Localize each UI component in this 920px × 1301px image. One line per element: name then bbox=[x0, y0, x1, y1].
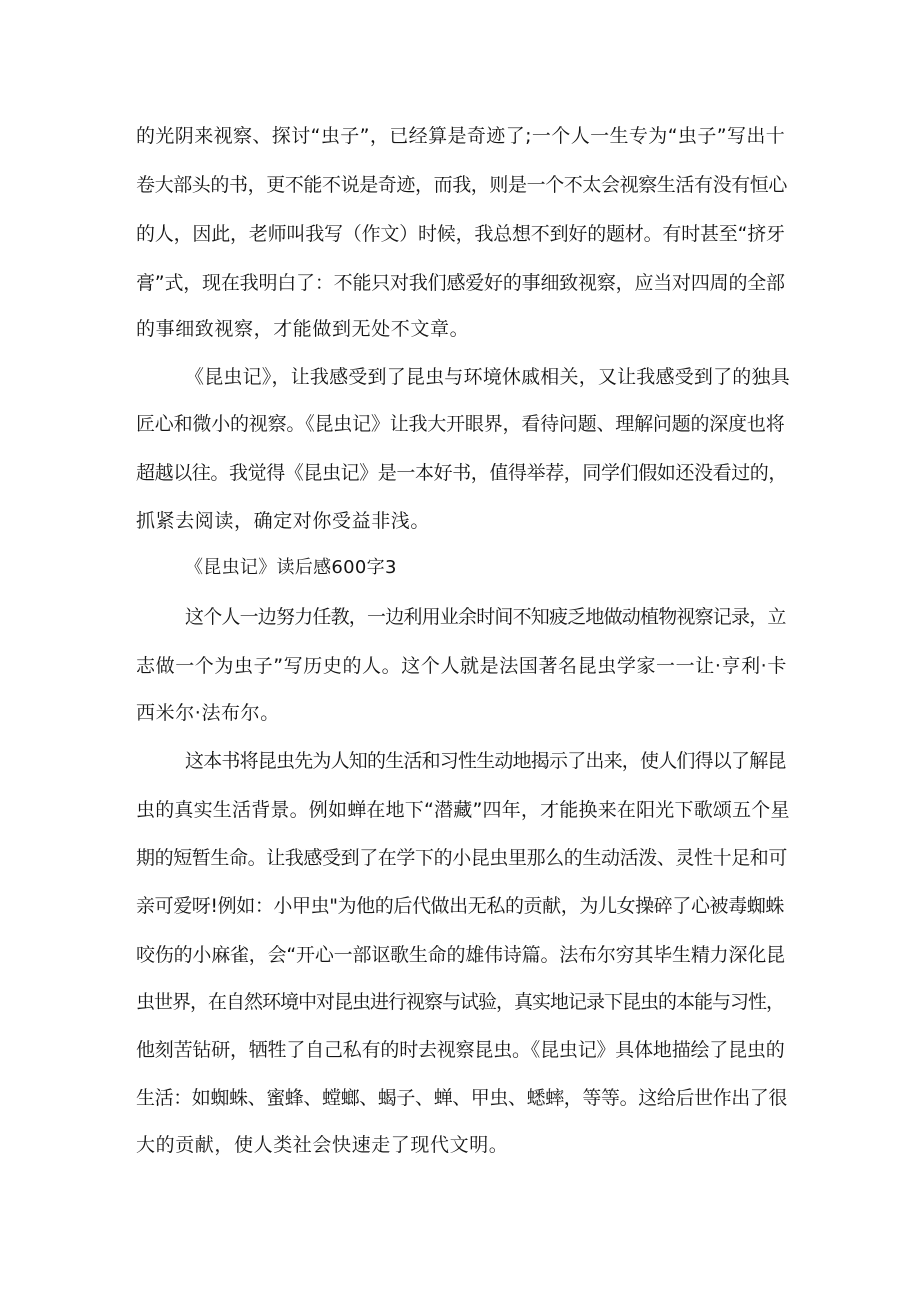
paragraph-line: 膏”式，现在我明白了：不能只对我们感爱好的事细致视察，应当对四周的全部 bbox=[136, 272, 785, 294]
paragraph-line: 西米尔·法布尔。 bbox=[136, 702, 280, 724]
paragraph-line: 大的贡献，使人类社会快速走了现代文明。 bbox=[136, 1134, 509, 1156]
paragraph-line: 抓紧去阅读，确定对你受益非浅。 bbox=[136, 510, 431, 532]
paragraph-line: 《昆虫记》，让我感受到了昆虫与环境休戚相关，又让我感受到了的独具 bbox=[185, 366, 790, 388]
paragraph-line: 志做一个为虫子”写历史的人。这个人就是法国著名昆虫学家一一让·亨利·卡 bbox=[136, 655, 787, 677]
paragraph-line: 虫的真实生活背景。例如蝉在地下“潜藏”四年，才能换来在阳光下歌颂五个星 bbox=[136, 799, 790, 821]
paragraph-line: 的事细致视察，才能做到无处不文章。 bbox=[136, 318, 470, 340]
paragraph-line: 咬伤的小麻雀，会“开心一部讴歌生命的雄伟诗篇。法布尔穷其毕生精力深化昆 bbox=[136, 944, 785, 966]
paragraph-line: 的人，因此，老师叫我写（作文）时候，我总想不到好的题材。有时甚至“挤牙 bbox=[136, 223, 785, 245]
paragraph-line: 的光阴来视察、探讨“虫子”，已经算是奇迹了;一个人一生专为“虫子”写出十 bbox=[136, 125, 786, 147]
paragraph-line: 卷大部头的书，更不能不说是奇迹，而我，则是一个不太会视察生活有没有恒心 bbox=[136, 174, 788, 196]
paragraph-line: 超越以往。我觉得《昆虫记》是一本好书，值得举荐，同学们假如还没看过的， bbox=[136, 462, 788, 484]
section-heading: 《昆虫记》读后感600字3 bbox=[185, 557, 397, 578]
paragraph-line: 他刻苦钻研，牺牲了自己私有的时去视察昆虫。《昆虫记》具体地描绘了昆虫的 bbox=[136, 1039, 785, 1061]
paragraph-line: 这本书将昆虫先为人知的生活和习性生动地揭示了出来，使人们得以了解昆 bbox=[185, 750, 786, 772]
paragraph-line: 这个人一边努力任教，一边利用业余时间不知疲乏地做动植物视察记录，立 bbox=[185, 606, 786, 628]
paragraph-line: 期的短暂生命。让我感受到了在学下的小昆虫里那么的生动活泼、灵性十足和可 bbox=[136, 847, 788, 869]
paragraph-line: 生活：如蜘蛛、蜜蜂、螳螂、蝎子、蝉、甲虫、蟋蟀，等等。这给后世作出了很 bbox=[136, 1087, 788, 1109]
paragraph-line: 亲可爱呀!例如：小甲虫"为他的后代做出无私的贡献，为儿女操碎了心被毒蜘蛛 bbox=[136, 895, 784, 917]
paragraph-line: 虫世界，在自然环境中对昆虫进行视察与试验，真实地记录下昆虫的本能与习性， bbox=[136, 991, 785, 1013]
paragraph-line: 匠心和微小的视察。《昆虫记》让我大开眼界，看待问题、理解问题的深度也将 bbox=[136, 413, 785, 435]
